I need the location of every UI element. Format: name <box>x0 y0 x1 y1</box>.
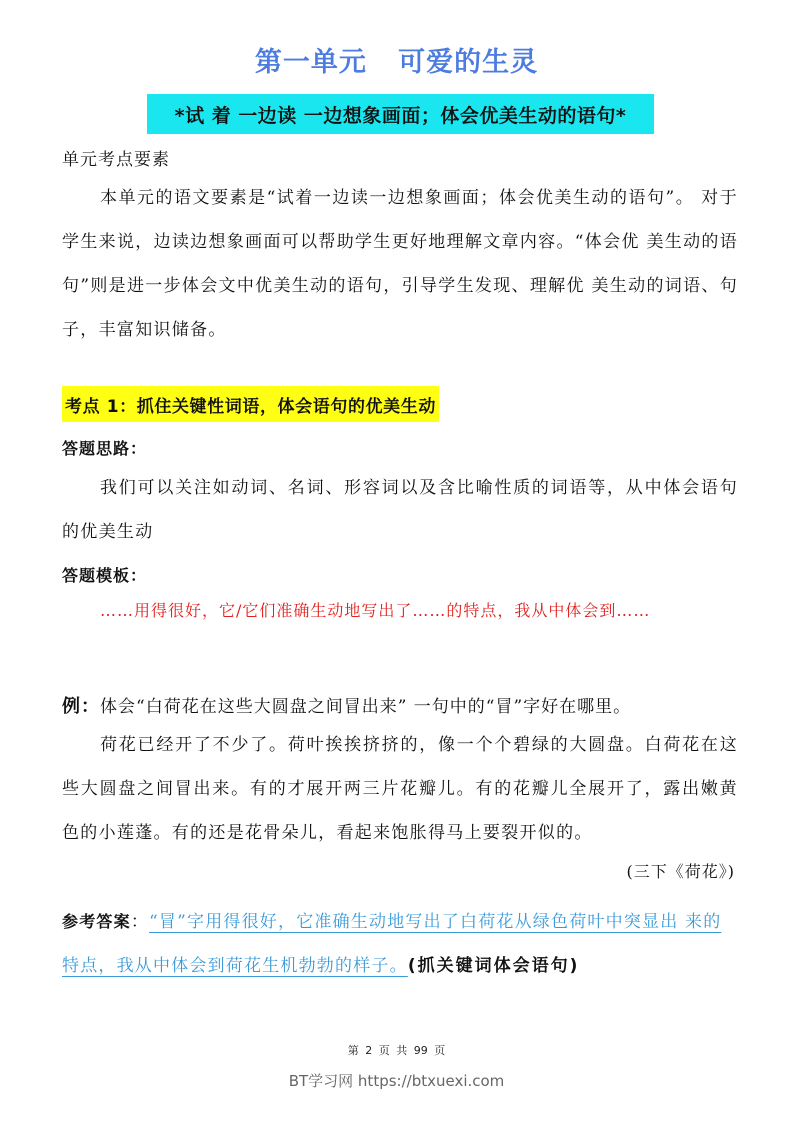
unit-banner <box>147 94 654 134</box>
banner-text: *试 着 一边读 一边想象画面；体会优美生动的语句* <box>174 104 627 127</box>
answer-label: 参考答案 <box>62 912 131 931</box>
kaodian-heading <box>62 386 439 422</box>
answer-tag: (抓关键词体会语句) <box>407 956 580 976</box>
example-label: 例： <box>62 696 100 717</box>
example-question-text: 体会“白荷花在这些大圆盘之间冒出来” 一句中的“冒”字好在哪里。 <box>100 697 632 717</box>
answer-text: “冒”字用得很好，它准确生动地写出了白荷花从绿色荷叶中突显出 来的特点，我从中体会到荷花生机勃勃的样子。 <box>62 912 722 976</box>
unit-title: 第一单元 可爱的生灵 <box>254 47 539 78</box>
template-label: 答题模板： <box>62 566 148 585</box>
answer-separator: ： <box>130 912 150 932</box>
answer-template: ……用得很好，它/它们准确生动地写出了……的特点，我从中体会到…… <box>100 601 651 620</box>
thinking-label: 答题思路： <box>62 439 148 458</box>
section-heading: 单元考点要素 <box>62 150 170 170</box>
thinking-paragraph: 我们可以关注如动词、名词、形容词以及含比喻性质的词语等，从中体会语句的优美生动 <box>62 478 738 542</box>
example-question <box>62 692 631 718</box>
reference-answer <box>62 900 738 988</box>
intro-paragraph: 本单元的语文要素是“试着一边读一边想象画面；体会优美生动的语句”。 对于学生来说，边读边想象画面可以帮助学生更好地理解文章内容。“体会优 美生动的语句”则是进一步体会文中优美生动的语句，引导学生发现、理解优 美生动的词语、句子，丰富知识储备。 <box>62 188 738 340</box>
page-number: 第 2 页 共 99 页 <box>347 1044 446 1057</box>
kaodian-title: 考点 1：抓住关键性词语，体会语句的优美生动 <box>65 396 436 417</box>
passage-source: (三下《荷花》) <box>626 862 735 881</box>
site-watermark: BT学习网 https://btxuexi.com <box>288 1072 505 1090</box>
example-passage: 荷花已经开了不少了。荷叶挨挨挤挤的，像一个个碧绿的大圆盘。白荷花在这些大圆盘之间冒出来。有的才展开两三片花瓣儿。有的花瓣儿全展开了，露出嫩黄色的小莲蓬。有的还是花骨朵儿，看起来饱胀得马上要裂开似的。 <box>62 735 738 843</box>
